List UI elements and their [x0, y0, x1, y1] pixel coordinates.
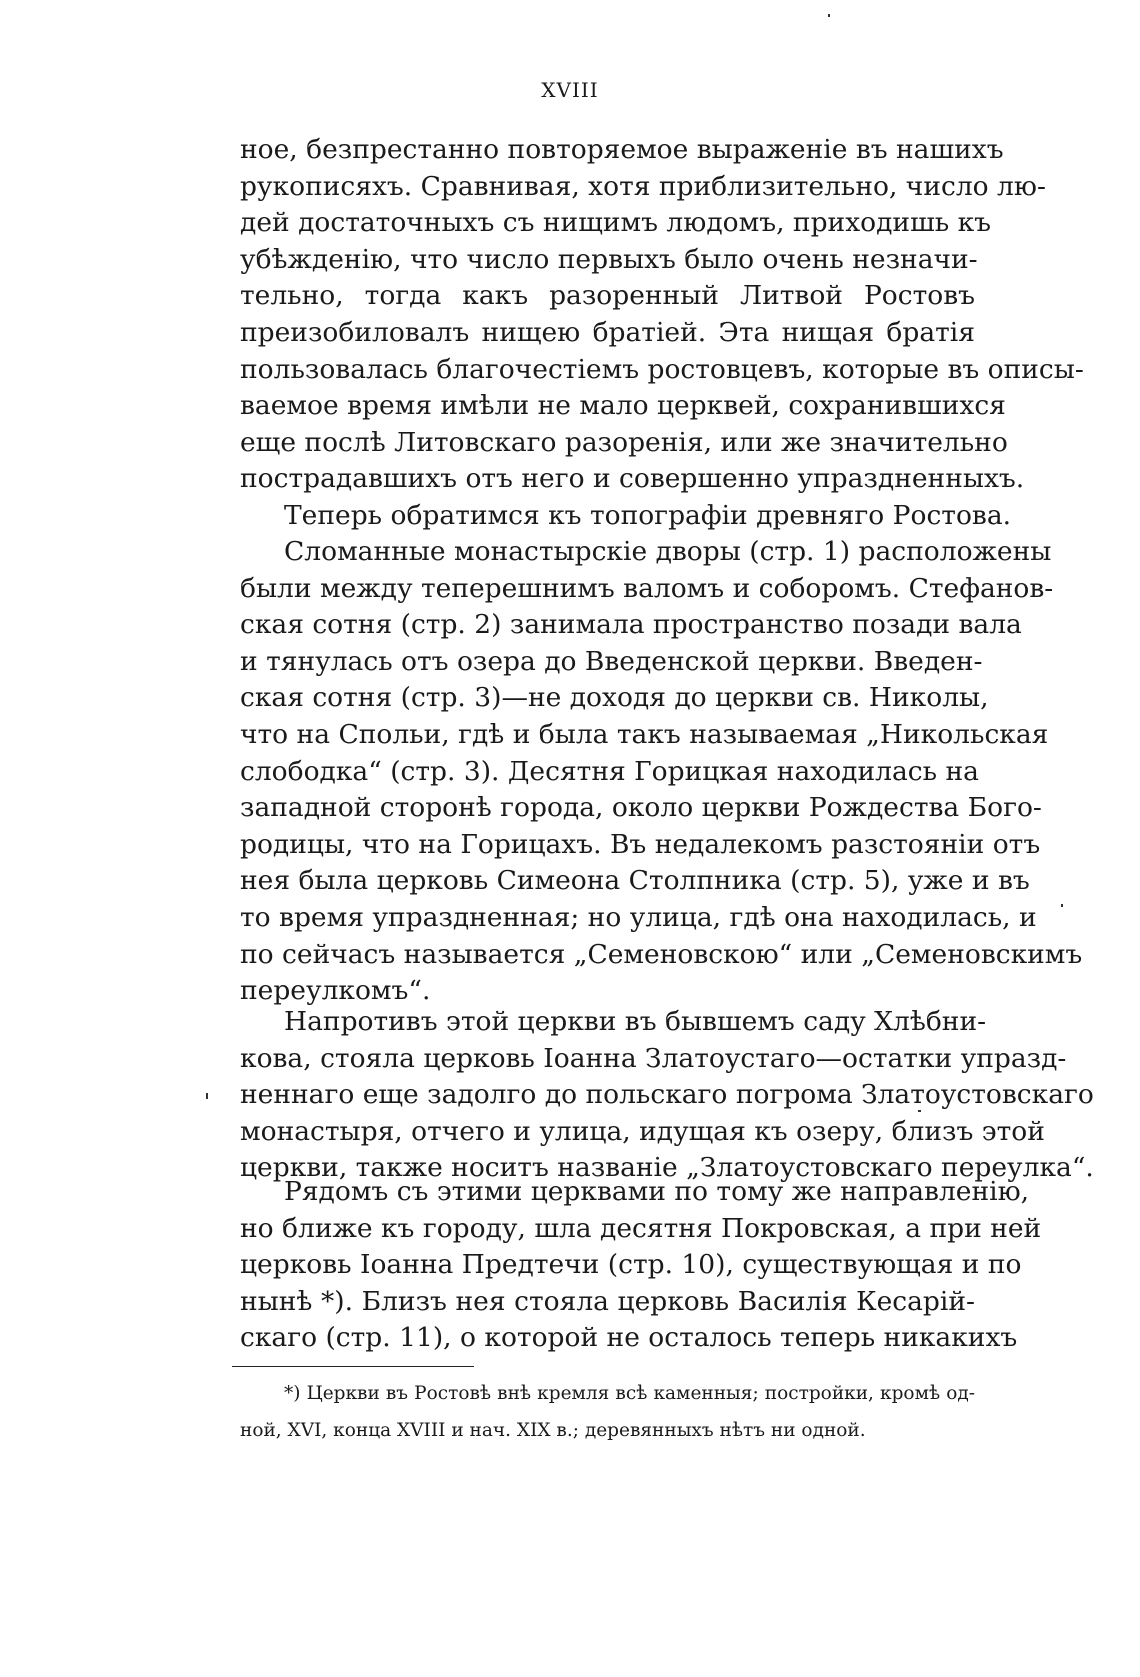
- text-line: рукописяхъ. Сравнивая, хотя приблизительно, число лю-: [240, 170, 1046, 202]
- page-number: XVIII: [541, 78, 599, 102]
- text-line: слободка“ (стр. 3). Десятня Горицкая находилась на: [240, 755, 979, 787]
- text-line: Теперь обратимся къ топографіи древняго Ростова.: [284, 500, 1012, 531]
- text-line: Напротивъ этой церкви въ бывшемъ саду Хлѣбни-: [284, 1006, 987, 1037]
- footnote-line: ной, XVI, конца XVIII и нач. XIX в.; деревянныхъ нѣтъ ни одной.: [240, 1419, 866, 1441]
- paragraph-2: [240, 498, 1012, 535]
- text-line: были между теперешнимъ валомъ и соборомъ. Стефанов-: [240, 572, 1054, 604]
- paragraph-1: [240, 132, 1084, 498]
- text-line: ская сотня (стр. 2) занимала пространство позади вала: [240, 609, 1022, 641]
- text-line: ное, безпрестанно повторяемое выраженіе въ нашихъ: [240, 134, 1004, 165]
- text-line: дей достаточныхъ съ нищимъ людомъ, приходишь къ: [240, 207, 991, 239]
- text-line: нынѣ *). Близъ нея стояла церковь Василія Кесарій-: [240, 1285, 975, 1317]
- text-line: по сейчасъ называется „Семеновскою“ или „Семеновскимъ: [240, 938, 1083, 970]
- paragraph-3: [240, 534, 1083, 1010]
- text-line: церкви, также носитъ названіе „Златоустовскаго переулка“.: [240, 1152, 1094, 1184]
- text-line: церковь Іоанна Предтечи (стр. 10), существующая и по: [240, 1249, 1022, 1281]
- text-line: родицы, что на Горицахъ. Въ недалекомъ разстояніи отъ: [240, 828, 1041, 860]
- text-line: Сломанные монастырскіе дворы (стр. 1) расположены: [284, 536, 1052, 567]
- scan-speck: [828, 14, 830, 17]
- text-line: западной сторонѣ города, около церкви Рождества Бого-: [240, 792, 1042, 824]
- text-line: преизобиловалъ нищею братіей. Эта нищая братія: [240, 316, 975, 348]
- text-line: пострадавшихъ отъ него и совершенно упраздненныхъ.: [240, 463, 1025, 495]
- text-line: скаго (стр. 11), о которой не осталось теперь никакихъ: [240, 1322, 1018, 1354]
- text-line: Рядомъ съ этими церквами по тому же направленію,: [284, 1176, 1030, 1207]
- footnote: [240, 1379, 975, 1452]
- text-line: то время упраздненная; но улица, гдѣ она находилась, и: [240, 901, 1037, 933]
- text-line: переулкомъ“.: [240, 975, 431, 1007]
- text-line: ская сотня (стр. 3)—не доходя до церкви св. Николы,: [240, 682, 989, 714]
- scan-speck: [206, 1093, 208, 1099]
- text-line: тельно, тогда какъ разоренный Литвой Ростовъ: [240, 280, 975, 312]
- paragraph-5: [240, 1174, 1042, 1357]
- text-line: нея была церковь Симеона Столпника (стр. 5), уже и въ: [240, 865, 1030, 897]
- scan-speck: [918, 1110, 921, 1112]
- text-line: монастыря, отчего и улица, идущая къ озеру, близъ этой: [240, 1115, 1045, 1147]
- footnote-line: *) Церкви въ Ростовѣ внѣ кремля всѣ каменныя; постройки, кромѣ од-: [284, 1383, 975, 1404]
- text-line: но ближе къ городу, шла десятня Покровская, а при ней: [240, 1212, 1042, 1244]
- paragraph-4: [240, 1004, 1094, 1187]
- text-line: неннаго еще задолго до польскаго погрома Златоустовскаго: [240, 1079, 1094, 1111]
- text-line: кова, стояла церковь Іоанна Златоустаго—остатки упразд-: [240, 1042, 1067, 1074]
- text-line: пользовалась благочестіемъ ростовцевъ, которые въ описы-: [240, 353, 1084, 385]
- text-line: еще послѣ Литовскаго разоренія, или же значительно: [240, 426, 1008, 458]
- scan-speck: [1061, 904, 1063, 907]
- text-line: и тянулась отъ озера до Введенской церкви. Введен-: [240, 645, 983, 677]
- text-line: что на Спольи, гдѣ и была такъ называемая „Никольская: [240, 718, 1049, 750]
- footnote-divider: [232, 1366, 474, 1367]
- text-line: ваемое время имѣли не мало церквей, сохранившихся: [240, 390, 1006, 422]
- text-line: убѣжденію, что число первыхъ было очень незначи-: [240, 243, 978, 275]
